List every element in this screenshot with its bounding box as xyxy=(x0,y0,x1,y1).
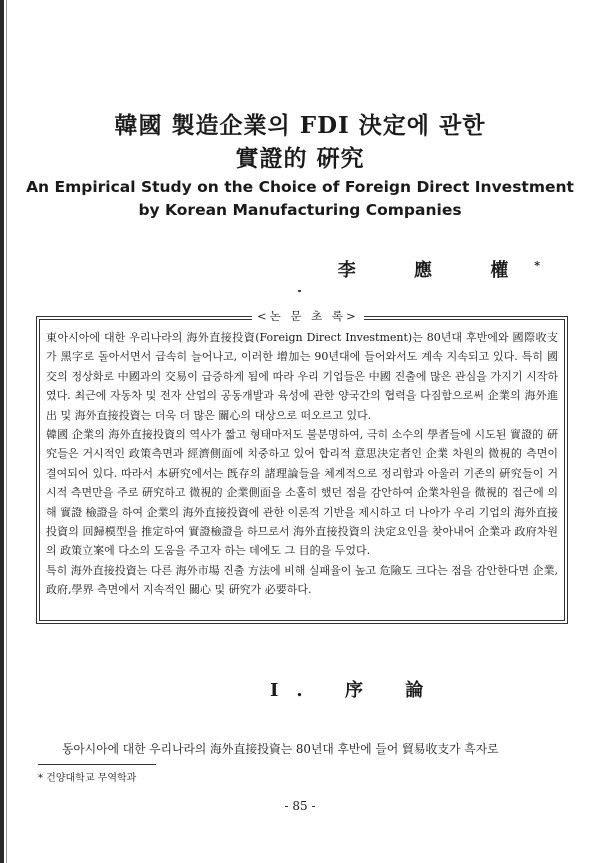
scan-speck xyxy=(298,290,301,292)
footnote-rule xyxy=(38,764,156,765)
section-heading: Ⅰ. 序 論 xyxy=(270,680,442,701)
abstract-text xyxy=(46,328,558,600)
korean-title-line2: 實證的 硏究 xyxy=(235,145,365,172)
author-name xyxy=(338,256,540,282)
footnote: * 건양대학교 무역학과 xyxy=(38,773,137,784)
author-name-text: 李 應 權 xyxy=(337,260,535,281)
abstract-label: <논 문 초 록> xyxy=(252,308,364,324)
author-footnote-mark: * xyxy=(534,259,540,272)
abstract-paragraph-2: 韓國 企業의 海外直接投資의 역사가 짧고 형태마저도 불분명하여, 극히 소수의 學者들에 시도된 實證的 硏究들은 거시적인 政策측면과 經濟側面에 치중하고 있어 합리적 意思決定者인 企業 차원의 微視的 측면이 결여되어 있다. 따라서 本硏究에서는 旣存의 諸理論들을 체계적으로 정리함과 아울러 기존의 硏究들이 거시적 측면만을 주로 硏究하고 微視的 企業側面을 소홀히 했던 점을 감안하여 企業차원을 微視的 접근에 의해 實證 檢證을 하여 企業의 海外直接投資에 관한 이론적 기반을 제시하고 더 나아가 우리 기업의 海外直接投資의 回歸模型을 推定하여 實證檢證을 하므로서 海外直接投資의 決定요인을 찾아내어 企業과 政府차원의 政策立案에 다소의 도움을 주고자 하는 데에도 그 目的을 두었다. xyxy=(46,428,558,558)
english-title-line2: by Korean Manufacturing Companies xyxy=(138,201,462,219)
abstract-paragraph-1: 東아시아에 대한 우리나라의 海外直接投資(Foreign Direct Investment)는 80년대 후반에와 國際收支가 黑字로 돌아서면서 급속히 늘어나고, 이러한 增加는 90년대에 들어와서도 계속 지속되고 있다. 특히 國交의 정상화로 中國과의 交易이 급증하게 됨에 따라 우리 기업들은 中國 진출에 많은 관심을 가지기 시작하였다. 최근에 자동차 및 전자 산업의 공동개발과 육성에 관한 양국간의 협력을 다짐함으로써 企業의 海外進出 및 海外直接投資는 더욱 더 많은 關心의 대상으로 떠오르고 있다. xyxy=(46,331,558,422)
body-text-first-line: 동아시아에 대한 우리나라의 海外直接投資는 80년대 후반에 들어 貿易收支가 흑자로 xyxy=(62,742,499,756)
abstract-paragraph-3: 특히 海外直接投資는 다른 海外市場 진출 方法에 비해 실패율이 높고 危險도 크다는 점을 감안한다면 企業, 政府,學界 측면에서 지속적인 關心 및 硏究가 必要하다. xyxy=(46,563,558,597)
english-title-line1: An Empirical Study on the Choice of Foreign Direct Investment xyxy=(26,178,574,196)
page-number: - 85 - xyxy=(284,799,316,813)
korean-title-line1: 韓國 製造企業의 FDI 決定에 관한 xyxy=(114,112,486,139)
